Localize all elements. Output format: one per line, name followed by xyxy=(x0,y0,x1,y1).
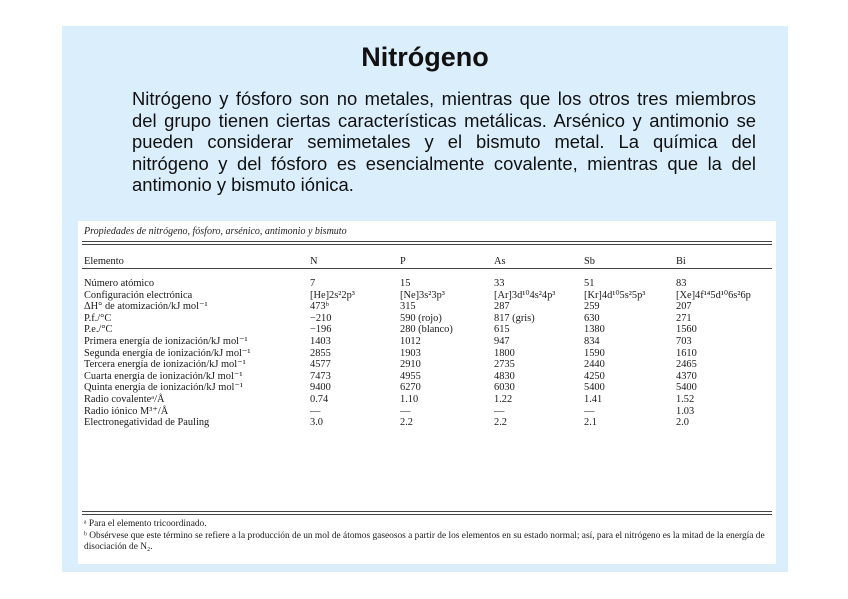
row-label: Número atómico xyxy=(84,278,155,289)
col-header-element: Elemento xyxy=(84,255,124,267)
table-row xyxy=(84,348,776,360)
table-cell: [Ne]3s²3p³ xyxy=(400,289,445,301)
table-cell: 1.22 xyxy=(494,393,513,405)
table-cell: 2735 xyxy=(494,359,515,371)
table-row xyxy=(84,313,776,325)
table-cell: 2.0 xyxy=(676,417,689,429)
table-cell: 1403 xyxy=(310,335,331,347)
table-cell: 15 xyxy=(400,278,411,289)
table-row xyxy=(84,406,776,418)
table-cell: 473ᵇ xyxy=(310,301,329,313)
table-cell: 4955 xyxy=(400,370,421,382)
table-cell: 315 xyxy=(400,301,416,313)
table-cell: 1590 xyxy=(584,347,605,359)
table-caption: Propiedades de nitrógeno, fósforo, arsénico, antimonio y bismuto xyxy=(84,226,347,237)
row-label: P.e./°C xyxy=(84,324,113,336)
table-cell: 280 (blanco) xyxy=(400,324,453,336)
footnote-a: ᵃ Para el elemento tricoordinado. xyxy=(84,519,207,529)
table-cell: 7 xyxy=(310,278,316,289)
table-cell: 1.41 xyxy=(584,393,603,405)
table-cell: 590 (rojo) xyxy=(400,312,442,324)
table-cell: 834 xyxy=(584,335,600,347)
table-row xyxy=(84,336,776,348)
table-cell: 4830 xyxy=(494,370,515,382)
intro-paragraph: Nitrógeno y fósforo son no metales, mientras que los otros tres miembros del grupo tienen ciertas características metálicas. Arsénico y antimonio se pueden considerar semimetales y el bismuto metal. La química del nitrógeno y del fósforo es esencialmente covalente, mientras que la del antimonio y bismuto iónica. xyxy=(132,88,756,195)
table-cell: [Kr]4d¹⁰5s²5p³ xyxy=(584,289,646,301)
table-cell: −210 xyxy=(310,312,332,324)
table-row xyxy=(84,371,776,383)
top-rule xyxy=(82,241,772,242)
table-cell: 271 xyxy=(676,312,692,324)
top-rule-double xyxy=(82,244,772,245)
table-cell: 2.2 xyxy=(400,417,413,429)
table-cell: 2855 xyxy=(310,347,331,359)
table-cell: 4250 xyxy=(584,370,605,382)
properties-table-image xyxy=(78,221,776,564)
table-cell: 33 xyxy=(494,278,505,289)
table-row xyxy=(84,359,776,371)
table-cell: 2440 xyxy=(584,359,605,371)
table-cell: 1903 xyxy=(400,347,421,359)
bottom-rule xyxy=(82,511,772,512)
row-label: P.f./°C xyxy=(84,312,112,324)
table-row xyxy=(84,394,776,406)
table-row xyxy=(84,324,776,336)
table-cell: 6270 xyxy=(400,382,421,394)
table-cell: [He]2s²2p³ xyxy=(310,289,355,301)
table-cell: 630 xyxy=(584,312,600,324)
table-header-row xyxy=(84,254,776,278)
row-label: Cuarta energía de ionización/kJ mol⁻¹ xyxy=(84,370,243,382)
table-cell: 9400 xyxy=(310,382,331,394)
table-cell: 6030 xyxy=(494,382,515,394)
row-label: Segunda energía de ionización/kJ mol⁻¹ xyxy=(84,347,251,359)
slide xyxy=(62,26,788,572)
table-cell: 1.52 xyxy=(676,393,695,405)
table-cell: 2465 xyxy=(676,359,697,371)
col-header-sb: Sb xyxy=(584,255,595,267)
table-cell: 3.0 xyxy=(310,417,323,429)
table-cell: 83 xyxy=(676,278,687,289)
table-cell: 817 (gris) xyxy=(494,312,535,324)
row-label: Configuración electrónica xyxy=(84,289,193,301)
table-cell: 703 xyxy=(676,335,692,347)
table-row xyxy=(84,290,776,302)
col-header-p: P xyxy=(400,255,406,267)
table-cell: [Ar]3d¹⁰4s²4p³ xyxy=(494,289,556,301)
table-cell: 1.03 xyxy=(676,405,695,417)
table-cell: 1012 xyxy=(400,335,421,347)
table-cell: — xyxy=(310,405,321,417)
table-cell: — xyxy=(584,405,595,417)
row-label: ΔH° de atomización/kJ mol⁻¹ xyxy=(84,301,208,313)
table-cell: 7473 xyxy=(310,370,331,382)
table-cell: 4577 xyxy=(310,359,331,371)
table-cell: 2.2 xyxy=(494,417,507,429)
table-cell: 1800 xyxy=(494,347,515,359)
table-cell: 1610 xyxy=(676,347,697,359)
table-cell: 1.10 xyxy=(400,393,419,405)
table-cell: 2910 xyxy=(400,359,421,371)
table-cell: 207 xyxy=(676,301,692,313)
row-label: Tercera energía de ionización/kJ mol⁻¹ xyxy=(84,359,246,371)
table-cell: 1380 xyxy=(584,324,605,336)
table-row xyxy=(84,382,776,394)
table-row xyxy=(84,301,776,313)
row-label: Radio covalenteᵃ/Å xyxy=(84,393,165,405)
table-cell: 287 xyxy=(494,301,510,313)
table-cell: 0.74 xyxy=(310,393,329,405)
properties-table xyxy=(84,254,776,429)
col-header-as: As xyxy=(494,255,506,267)
table-cell: 947 xyxy=(494,335,510,347)
table-cell: 259 xyxy=(584,301,600,313)
table-cell: 1560 xyxy=(676,324,697,336)
col-header-bi: Bi xyxy=(676,255,686,267)
bottom-rule-double xyxy=(82,514,772,515)
row-label: Radio iónico M³⁺/Å xyxy=(84,405,169,417)
col-header-n: N xyxy=(310,255,318,267)
table-cell: 5400 xyxy=(584,382,605,394)
table-cell: 4370 xyxy=(676,370,697,382)
table-row xyxy=(84,417,776,429)
table-cell: 5400 xyxy=(676,382,697,394)
row-label: Primera energía de ionización/kJ mol⁻¹ xyxy=(84,335,248,347)
row-label: Electronegatividad de Pauling xyxy=(84,417,210,429)
table-cell: −196 xyxy=(310,324,332,336)
table-cell: — xyxy=(400,405,411,417)
table-cell: 615 xyxy=(494,324,510,336)
table-cell: 51 xyxy=(584,278,595,289)
footnote-b: ᵇ Obsérvese que este término se refiere a la producción de un mol de átomos gaseosos a partir de los elementos en su estado normal; así, para el nitrógeno es la mitad de la energía de disociación de N₂. xyxy=(84,531,765,552)
table-cell: [Xe]4f¹⁴5d¹⁰6s²6p xyxy=(676,289,751,301)
slide-title: Nitrógeno xyxy=(361,42,489,72)
table-row xyxy=(84,278,776,290)
table-cell: 2.1 xyxy=(584,417,597,429)
table-cell: — xyxy=(494,405,505,417)
row-label: Quinta energía de ionización/kJ mol⁻¹ xyxy=(84,382,244,394)
